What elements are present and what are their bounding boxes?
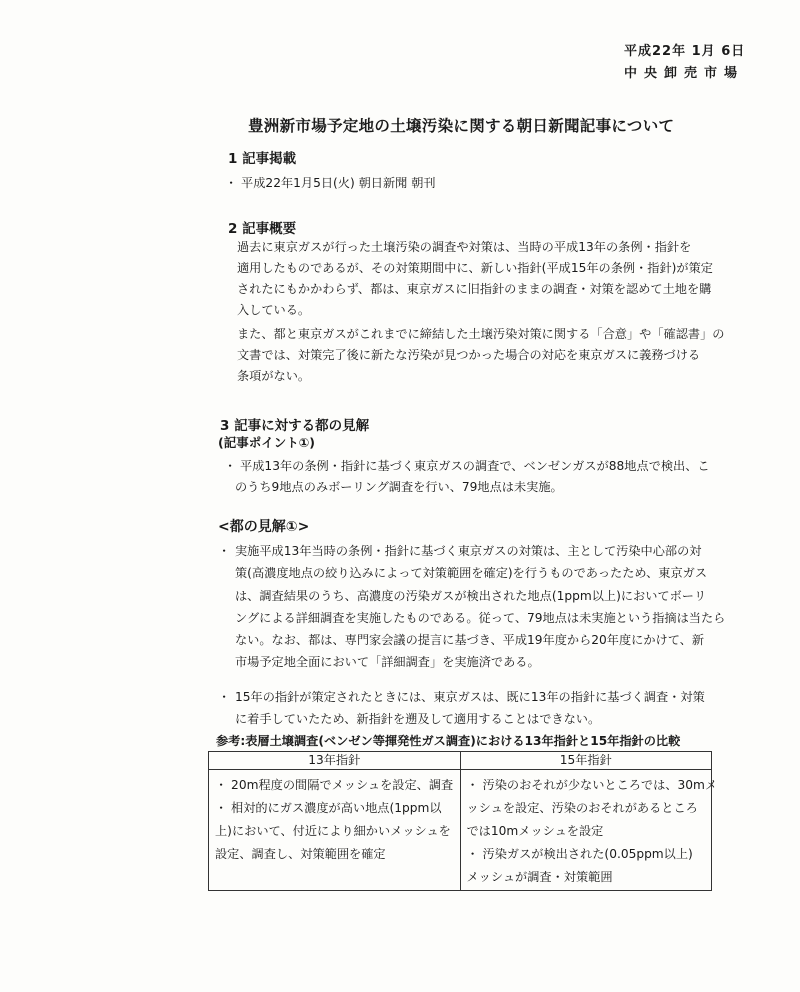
table-row [209,770,712,891]
section1-heading: 1 記事掲載 [228,151,297,167]
table-header-13: 13年指針 [209,752,461,770]
bullet-mark: ・ [218,544,231,558]
view-heading: <都の見解①> [218,519,310,535]
text-line: ・ 平成13年の条例・指針に基づく東京ガスの調査で、ベンゼンガスが88地点で検出、こ [224,459,710,473]
text-line: ッシュを設定、汚染のおそれがあるところ [466,801,698,815]
text-line: 策(高濃度地点の絞り込みによって対策範囲を確定)を行うものであったため、東京ガス [235,566,708,581]
view-bullet-1 [218,540,725,674]
section3-heading: 3 記事に対する都の見解 [220,418,370,434]
text-line: 文書では、対策完了後に新たな汚染が見つかった場合の対応を東京ガスに義務づける [237,348,701,362]
text-line: メッシュが調査・対策範囲 [466,870,613,884]
text-line: また、都と東京ガスがこれまでに締結した土壌汚染対策に関する「合意」や「確認書」の [237,327,725,341]
text-line: は、調査結果のうち、高濃度の汚染ガスが検出された地点(1ppm以上)においてボーリ [235,588,707,603]
issuing-office: 中央卸売市場 [624,66,745,81]
text-line: ングによる詳細調査を実施したものである。従って、79地点は未実施という指摘は当たら [235,610,726,625]
text-line: ・ 15年の指針が策定されたときには、東京ガスは、既に13年の指針に基づく調査・対策 [218,686,705,708]
text-line: 条項がない。 [237,369,311,383]
text-line: 設定、調査し、対策範囲を確定 [215,847,386,861]
table-header-15: 15年指針 [460,752,712,770]
text-line: ・ 実施平成13年当時の条例・指針に基づく東京ガスの対策は、主として汚染中心部の対 [218,540,725,562]
table-cell-13 [209,770,461,891]
article-point [224,456,710,498]
table-cell-15 [460,770,718,891]
text-line: 上)において、付近により細かいメッシュを [215,824,451,838]
text-line: ない。なお、都は、専門家会議の提言に基づき、平成19年度から20年度にかけて、新 [235,633,705,648]
text-line: では10mメッシュを設定 [466,824,604,838]
comparison-table [208,751,718,891]
section2-heading: 2 記事概要 [228,221,297,237]
text-line: ・ 汚染ガスが検出された(0.05ppm以上) [466,847,693,861]
document-date: 平成22年 1月 6日 [624,44,746,59]
reference-caption: 参考:表層土壌調査(ベンゼン等揮発性ガス調査)における13年指針と15年指針の比較 [216,734,681,748]
text-line: に着手していたため、新指針を遡及して適用することはできない。 [235,712,601,727]
view-bullet-2 [218,686,705,731]
section2-paragraph2 [237,324,725,387]
section2-paragraph1 [237,237,713,321]
section3-subheading: (記事ポイント①) [218,435,316,450]
text-line: ・ 汚染のおそれが少ないところでは、30mメ [466,778,718,792]
text-line: されたにもかかわらず、都は、東京ガスに旧指針のままの調査・対策を認めて土地を購 [237,282,712,296]
text-line: のうち9地点のみボーリング調査を行い、79地点は未実施。 [235,480,563,494]
text-line: ・ 20m程度の間隔でメッシュを設定、調査 [215,778,454,792]
text-line: 過去に東京ガスが行った土壌汚染の調査や対策は、当時の平成13年の条例・指針を [237,240,692,254]
text-line: 適用したものであるが、その対策期間中に、新しい指針(平成15年の条例・指針)が策定 [237,261,713,275]
table-header-row [209,752,712,770]
text-line: 入している。 [237,303,311,317]
document-title: 豊洲新市場予定地の土壌汚染に関する朝日新聞記事について [248,117,675,135]
text-line: ・ 相対的にガス濃度が高い地点(1ppm以 [215,801,442,815]
text-line: 市場予定地全面において「詳細調査」を実施済である。 [235,655,540,670]
section1-body: ・ 平成22年1月5日(火) 朝日新聞 朝刊 [225,176,436,190]
bullet-mark: ・ [218,690,231,704]
